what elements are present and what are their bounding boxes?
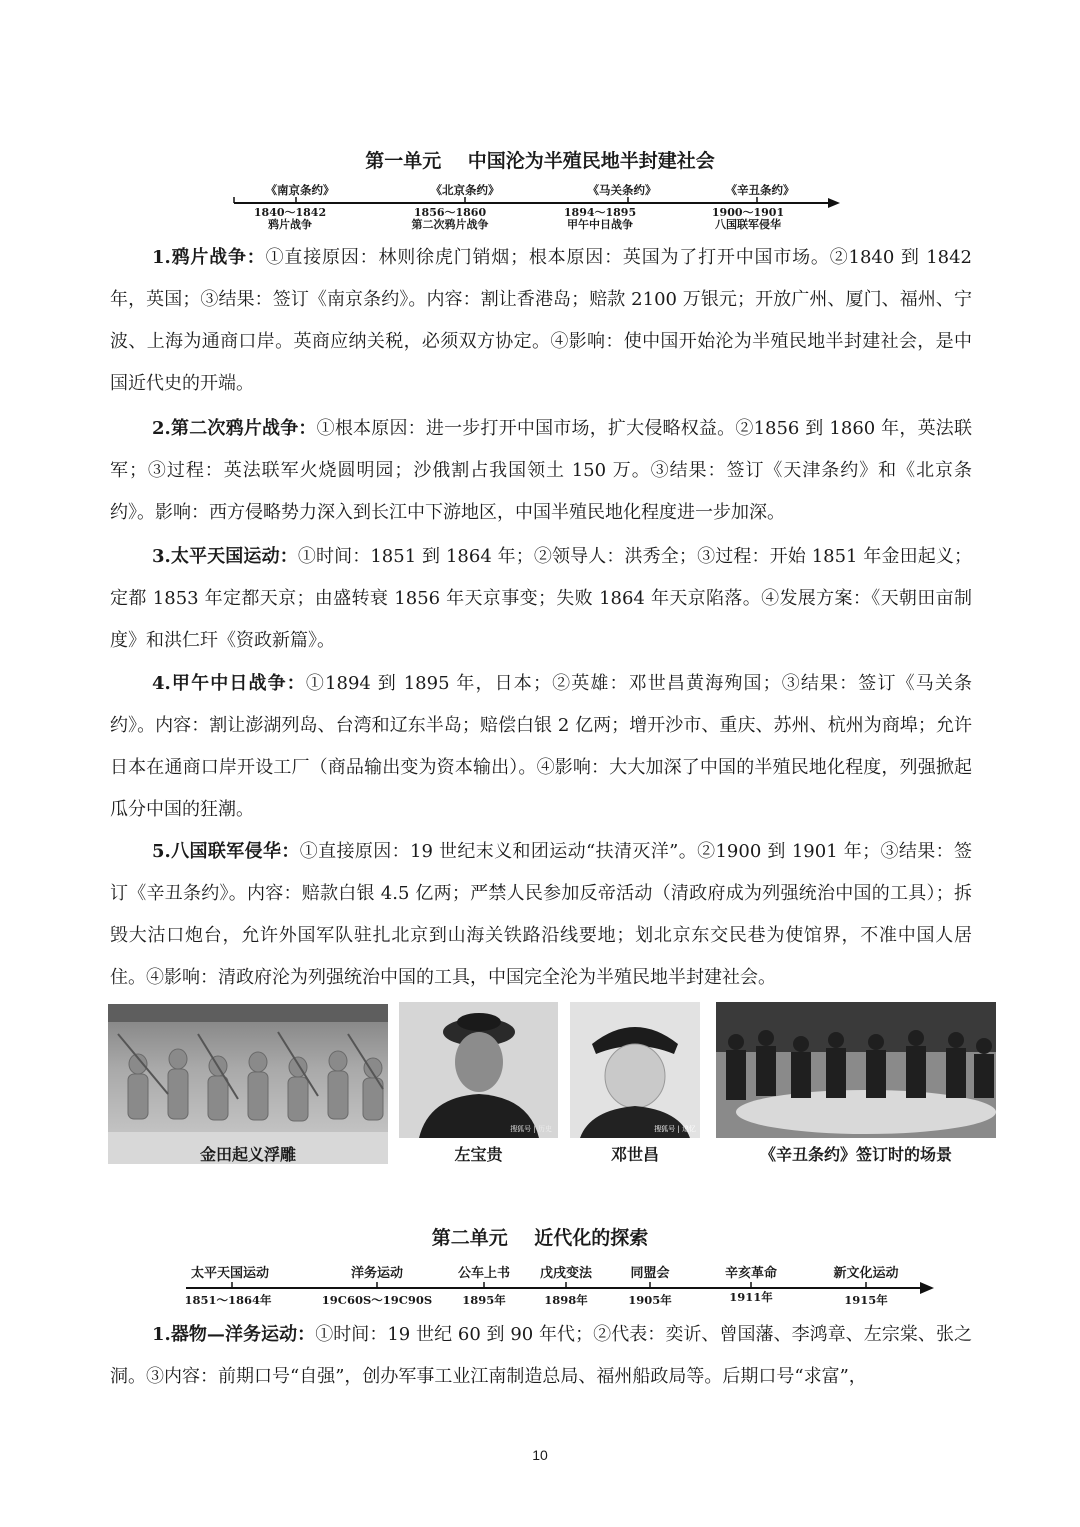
timeline-event: 八国联军侵华 <box>715 218 781 231</box>
timeline-years: 1894～1895 <box>563 206 637 219</box>
page-number: 10 <box>532 1447 548 1463</box>
timeline-treaty: 《北京条约》 <box>430 183 500 197</box>
section-heading: 1.器物—洋务运动： <box>152 1324 316 1345</box>
photo-watermark: 搜狐号 | 追忆 <box>654 1125 696 1133</box>
unit2-title: 第二单元 近代化的探索 <box>431 1227 649 1249</box>
timeline-years: 1905年 <box>628 1293 672 1307</box>
section-heading: 5.八国联军侵华： <box>152 841 300 862</box>
unit1-title: 第一单元 中国沦为半殖民地半封建社会 <box>365 150 715 172</box>
timeline-event: 甲午中日战争 <box>567 218 633 231</box>
section-text: ①时间：1851 到 1864 年；②领导人：洪秀全；③过程：开始 1851 年金田起义；定都 1853 年定都天京；由盛转衰 1856 年天京事变；失败 1864 年天京陷落。④发展方案：《天朝田亩制度》和洪仁玕《资政新篇》。 <box>110 546 972 651</box>
photo-caption: 金田起义浮雕 <box>199 1145 296 1164</box>
section-text: ①1894 到 1895 年，日本；②英雄：邓世昌黄海殉国；③结果：签订《马关条约》。内容：割让澎湖列岛、台湾和辽东半岛；赔偿白银 2 亿两；增开沙市、重庆、苏州、杭州为商埠；允许日本在通商口岸开设工厂（商品输出变为资本输出）。④影响：大大加深了中国的半殖民地化程度，列强掀起瓜分中国的狂潮。 <box>110 673 972 820</box>
timeline-years: 19C60S～19C90S <box>321 1293 433 1307</box>
timeline-years: 1851～1864年 <box>184 1293 272 1307</box>
timeline-event: 公车上书 <box>457 1266 511 1281</box>
timeline-treaty: 《马关条约》 <box>587 183 657 197</box>
section-self-strengthening <box>110 1314 972 1398</box>
photo-caption: 邓世昌 <box>610 1145 659 1164</box>
timeline-years: 1840～1842 <box>253 206 327 219</box>
timeline-event: 洋务运动 <box>350 1266 404 1281</box>
section-heading: 3.太平天国运动： <box>152 546 298 567</box>
timeline-event: 同盟会 <box>630 1266 670 1281</box>
photo-caption: 左宝贵 <box>454 1145 503 1164</box>
timeline-event: 戊戌变法 <box>539 1266 593 1281</box>
timeline-treaty: 《辛丑条约》 <box>725 183 795 197</box>
timeline-years: 1911年 <box>729 1290 773 1304</box>
timeline-years: 1895年 <box>462 1293 506 1307</box>
timeline-event: 新文化运动 <box>833 1266 899 1281</box>
timeline-treaty: 《南京条约》 <box>265 183 335 197</box>
timeline-event: 太平天国运动 <box>190 1266 270 1281</box>
section-text: ①直接原因：林则徐虎门销烟；根本原因：英国为了打开中国市场。②1840 到 1842 年，英国；③结果：签订《南京条约》。内容：割让香港岛；赔款 2100 万银元；开放广州、厦门、福州、宁波、上海为通商口岸。英商应纳关税，必须双方协定。④影响：使中国开始沦为半殖民地半封建社会，是中国近代史的开端。 <box>110 247 973 394</box>
timeline-years: 1856～1860 <box>413 206 487 219</box>
section-heading: 4.甲午中日战争： <box>152 673 306 694</box>
section-text: ①直接原因：19 世纪末义和团运动“扶清灭洋”。②1900 到 1901 年；③结果：签订《辛丑条约》。内容：赔款白银 4.5 亿两；严禁人民参加反帝活动（清政府成为列强统治中国的工具）；拆毁大沽口炮台，允许外国军队驻扎北京到山海关铁路沿线要地；划北京东交民巷为使馆界，不准中国人居住。④影响：清政府沦为列强统治中国的工具，中国完全沦为半殖民地半封建社会。 <box>110 841 972 988</box>
section-heading: 1.鸦片战争： <box>152 247 266 268</box>
section-text: ①根本原因：进一步打开中国市场，扩大侵略权益。②1856 到 1860 年，英法联军；③过程：英法联军火烧圆明园；沙俄割占我国领土 150 万。③结果：签订《天津条约》和《北京条约》。影响：西方侵略势力深入到长江中下游地区，中国半殖民地化程度进一步加深。 <box>110 418 972 523</box>
timeline-years: 1915年 <box>844 1293 888 1307</box>
section-text: ①时间：19 世纪 60 到 90 年代；②代表：奕䜣、曾国藩、李鸿章、左宗棠、张之洞。③内容：前期口号“自强”，创办军事工业江南制造总局、福州船政局等。后期口号“求富”， <box>110 1324 972 1387</box>
timeline-event: 辛亥革命 <box>724 1266 778 1281</box>
section-heading: 2.第二次鸦片战争： <box>152 418 317 439</box>
timeline-years: 1898年 <box>544 1293 588 1307</box>
timeline-event: 鸦片战争 <box>268 218 312 231</box>
photo-caption: 《辛丑条约》签订时的场景 <box>759 1145 952 1164</box>
timeline-event: 第二次鸦片战争 <box>411 218 489 231</box>
timeline-years: 1900～1901 <box>711 206 785 219</box>
photo-watermark: 搜狐号 | 历史 <box>510 1125 552 1133</box>
